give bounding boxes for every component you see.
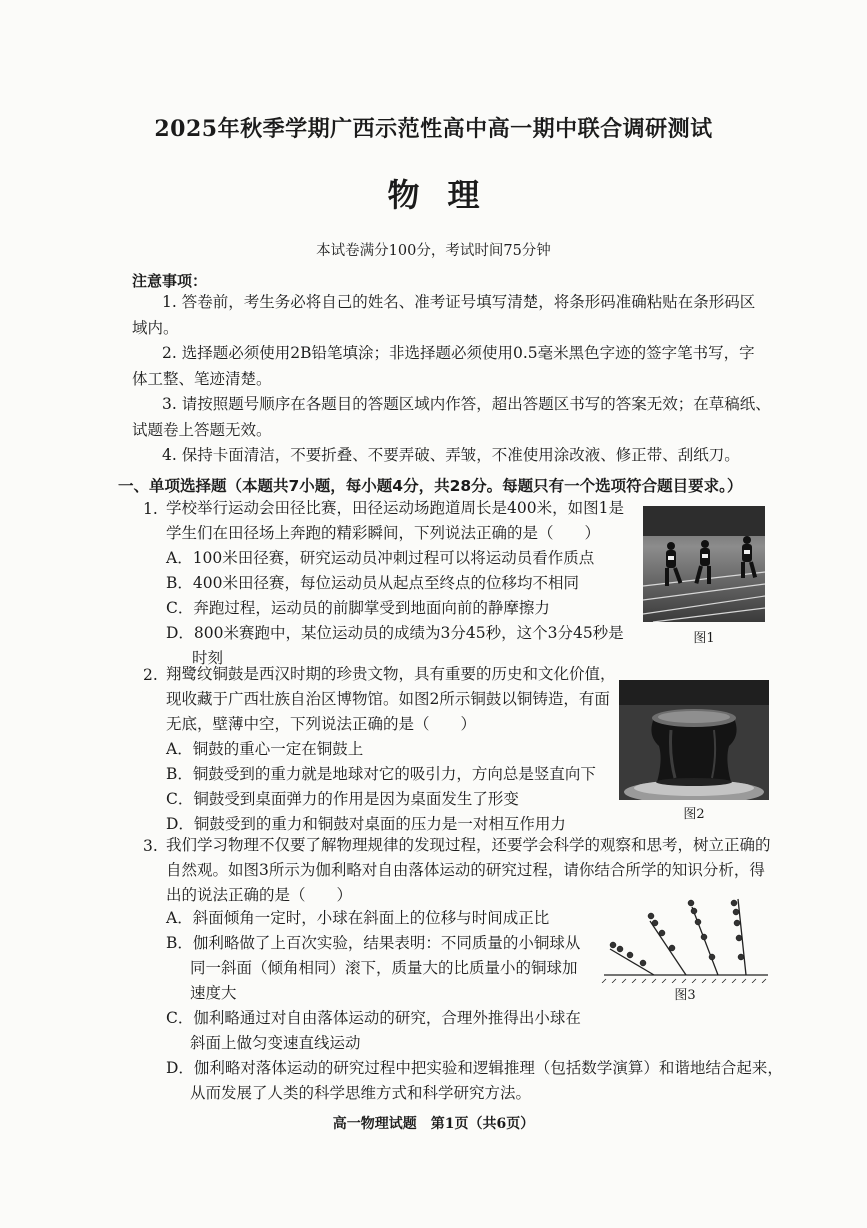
note-4-line-1: 4. 保持卡面清洁，不要折叠、不要弄破、弄皱，不准使用涂改液、修正带、刮纸刀。	[162, 446, 740, 464]
figure-2-caption: 图2	[683, 807, 705, 822]
figure-3-caption: 图3	[674, 988, 696, 1003]
q2-option-b: B．铜鼓受到的重力就是地球对它的吸引力，方向总是竖直向下	[166, 765, 596, 783]
q2-stem-line-1: 翔鹭纹铜鼓是西汉时期的珍贵文物，具有重要的历史和文化价值，	[166, 665, 616, 683]
q1-number: 1.	[143, 500, 158, 518]
figure-2-bronze-drum-photo	[619, 680, 769, 800]
q2-stem-line-2: 现收藏于广西壮族自治区博物馆。如图2所示铜鼓以铜铸造，有面	[166, 690, 610, 708]
q3-option-b-line-2: 同一斜面（倾角相同）滚下，质量大的比质量小的铜球加	[190, 959, 578, 977]
q2-option-c: C．铜鼓受到桌面弹力的作用是因为桌面发生了形变	[166, 790, 519, 808]
q1-stem-line-1: 学校举行运动会田径比赛，田径运动场跑道周长是400米，如图1是	[166, 499, 624, 517]
q1-option-b: B．400米田径赛，每位运动员从起点至终点的位移均不相同	[166, 574, 579, 592]
note-3-line-1: 3. 请按照题号顺序在各题目的答题区域内作答，超出答题区书写的答案无效；在草稿纸、	[162, 395, 771, 413]
q3-stem-line-3: 出的说法正确的是（ ）	[166, 886, 353, 904]
q2-number: 2.	[143, 666, 158, 684]
q3-option-b-line-3: 速度大	[190, 984, 237, 1002]
note-2-line-1: 2. 选择题必须使用2B铅笔填涂；非选择题必须使用0.5毫米黑色字迹的签字笔书写，字	[162, 344, 755, 362]
q2-option-d: D．铜鼓受到的重力和铜鼓对桌面的压力是一对相互作用力	[166, 815, 566, 833]
q1-option-c: C．奔跑过程，运动员的前脚掌受到地面向前的静摩擦力	[166, 599, 550, 617]
note-3-line-2: 试题卷上答题无效。	[132, 421, 272, 439]
q3-option-d-line-2: 从而发展了人类的科学思维方式和科学研究方法。	[190, 1084, 532, 1102]
section-1-heading: 一、单项选择题（本题共7小题，每小题4分，共28分。每题只有一个选项符合题目要求。）	[118, 477, 743, 495]
q3-option-a: A．斜面倾角一定时，小球在斜面上的位移与时间成正比	[166, 909, 550, 927]
figure-1-caption: 图1	[693, 631, 715, 646]
q3-stem-line-1: 我们学习物理不仅要了解物理规律的发现过程，还要学会科学的观察和思考，树立正确的	[166, 836, 771, 854]
q3-option-d-line-1: D．伽利略对落体运动的研究过程中把实验和逻辑推理（包括数学演算）和谐地结合起来，	[166, 1059, 783, 1077]
q1-stem-line-2: 学生们在田径场上奔跑的精彩瞬间，下列说法正确的是（ ）	[166, 524, 601, 542]
q3-option-c-line-2: 斜面上做匀变速直线运动	[190, 1034, 361, 1052]
exam-meta: 本试卷满分100分，考试时间75分钟	[316, 243, 551, 259]
q2-stem-line-3: 无底，壁薄中空，下列说法正确的是（ ）	[166, 715, 477, 733]
q3-option-c-line-1: C．伽利略通过对自由落体运动的研究，合理外推得出小球在	[166, 1009, 581, 1027]
q1-option-d: D．800米赛跑中，某位运动员的成绩为3分45秒，这个3分45秒是	[166, 624, 624, 642]
note-2-line-2: 体工整、笔迹清楚。	[132, 370, 272, 388]
figure-1-runners-photo	[643, 506, 765, 622]
q2-option-a: A．铜鼓的重心一定在铜鼓上	[166, 740, 364, 758]
notes-heading: 注意事项：	[132, 272, 208, 290]
q1-option-d-cont: 时刻	[192, 649, 224, 667]
page-footer: 高一物理试题 第1页（共6页）	[332, 1116, 535, 1132]
exam-title: 2025年秋季学期广西示范性高中高一期中联合调研测试	[154, 116, 713, 142]
q3-option-b-line-1: B．伽利略做了上百次实验，结果表明：不同质量的小铜球从	[166, 934, 581, 952]
note-1-line-2: 域内。	[132, 319, 179, 337]
q3-number: 3.	[143, 837, 158, 855]
q3-stem-line-2: 自然观。如图3所示为伽利略对自由落体运动的研究过程，请你结合所学的知识分析，得	[166, 861, 765, 879]
note-1-line-1: 1. 答卷前，考生务必将自己的姓名、准考证号填写清楚，将条形码准确粘贴在条形码区	[162, 293, 756, 311]
q1-option-a: A．100米田径赛，研究运动员冲刺过程可以将运动员看作质点	[166, 549, 595, 567]
figure-3-incline-diagram	[600, 895, 770, 983]
subject-title: 物理	[387, 176, 508, 214]
